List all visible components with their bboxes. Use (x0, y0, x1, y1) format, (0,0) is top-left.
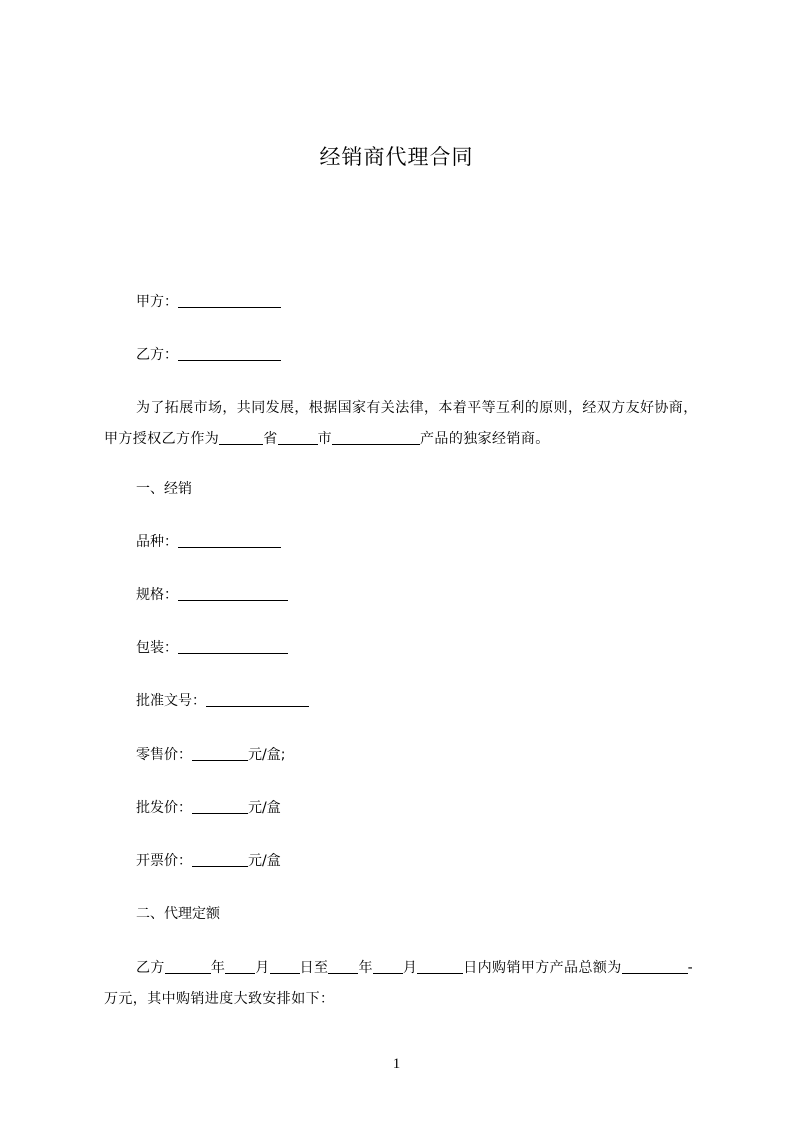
retail-label: 零售价： (136, 747, 192, 763)
packaging-blank[interactable] (178, 639, 288, 654)
start-day-blank[interactable] (270, 959, 300, 974)
wholesale-blank[interactable] (192, 799, 248, 814)
party-b-line (136, 345, 281, 365)
wholesale-label: 批发价： (136, 800, 192, 816)
party-a-blank[interactable] (178, 293, 281, 308)
party-a-line (136, 292, 281, 312)
quota-paragraph (104, 953, 704, 1015)
quota-text-1: 乙方 (136, 960, 165, 976)
packaging-label: 包装： (136, 640, 178, 656)
quota-text-8: -万元，其中购销进度大致安排如下： (104, 960, 694, 1007)
spec-line (136, 585, 288, 605)
quota-text-6: 月 (402, 960, 418, 976)
section2-heading: 二、代理定额 (136, 906, 220, 922)
variety-line (136, 532, 281, 552)
product-blank[interactable] (332, 430, 420, 445)
start-month-blank[interactable] (225, 959, 255, 974)
party-b-blank[interactable] (178, 346, 281, 361)
intro-text-4: 产品的独家经销商。 (420, 431, 550, 447)
invoice-price-line (136, 851, 281, 871)
intro-text-3: 市 (317, 431, 333, 447)
total-amount-blank[interactable] (622, 959, 688, 974)
invoice-blank[interactable] (192, 852, 248, 867)
end-year-blank[interactable] (328, 959, 358, 974)
variety-blank[interactable] (178, 533, 281, 548)
city-blank[interactable] (278, 430, 318, 445)
province-blank[interactable] (219, 430, 263, 445)
approval-blank[interactable] (206, 692, 309, 707)
quota-text-2: 年 (210, 960, 226, 976)
spec-label: 规格： (136, 587, 178, 603)
document-title: 经销商代理合同 (319, 145, 474, 169)
section1-heading: 一、经销 (136, 481, 192, 497)
approval-line (136, 691, 309, 711)
party-b-label: 乙方： (136, 347, 178, 363)
invoice-label: 开票价： (136, 853, 192, 869)
variety-label: 品种： (136, 534, 178, 550)
quota-text-4: 日至 (299, 960, 329, 976)
retail-unit: 元/盒; (248, 747, 286, 763)
party-a-label: 甲方： (136, 294, 178, 310)
quota-text-5: 年 (358, 960, 373, 976)
intro-paragraph (104, 393, 704, 455)
quota-text-3: 月 (255, 960, 270, 976)
page-number: 1 (392, 1056, 401, 1072)
packaging-line (136, 638, 288, 658)
start-year-blank[interactable] (165, 959, 211, 974)
retail-price-line (136, 745, 285, 765)
approval-label: 批准文号： (136, 693, 206, 709)
wholesale-price-line (136, 798, 281, 818)
end-month-blank[interactable] (373, 959, 403, 974)
end-day-blank[interactable] (417, 959, 463, 974)
invoice-unit: 元/盒 (248, 853, 281, 869)
retail-blank[interactable] (192, 746, 248, 761)
spec-blank[interactable] (178, 586, 288, 601)
quota-text-7: 日内购销甲方产品总额为 (463, 960, 622, 976)
intro-text-2: 省 (263, 431, 278, 447)
intro-text-1: 为了拓展市场，共同发展，根据国家有关法律，本着平等互利的原则，经双方友好协商，甲方授权乙方作为 (104, 400, 698, 447)
wholesale-unit: 元/盒 (248, 800, 281, 816)
